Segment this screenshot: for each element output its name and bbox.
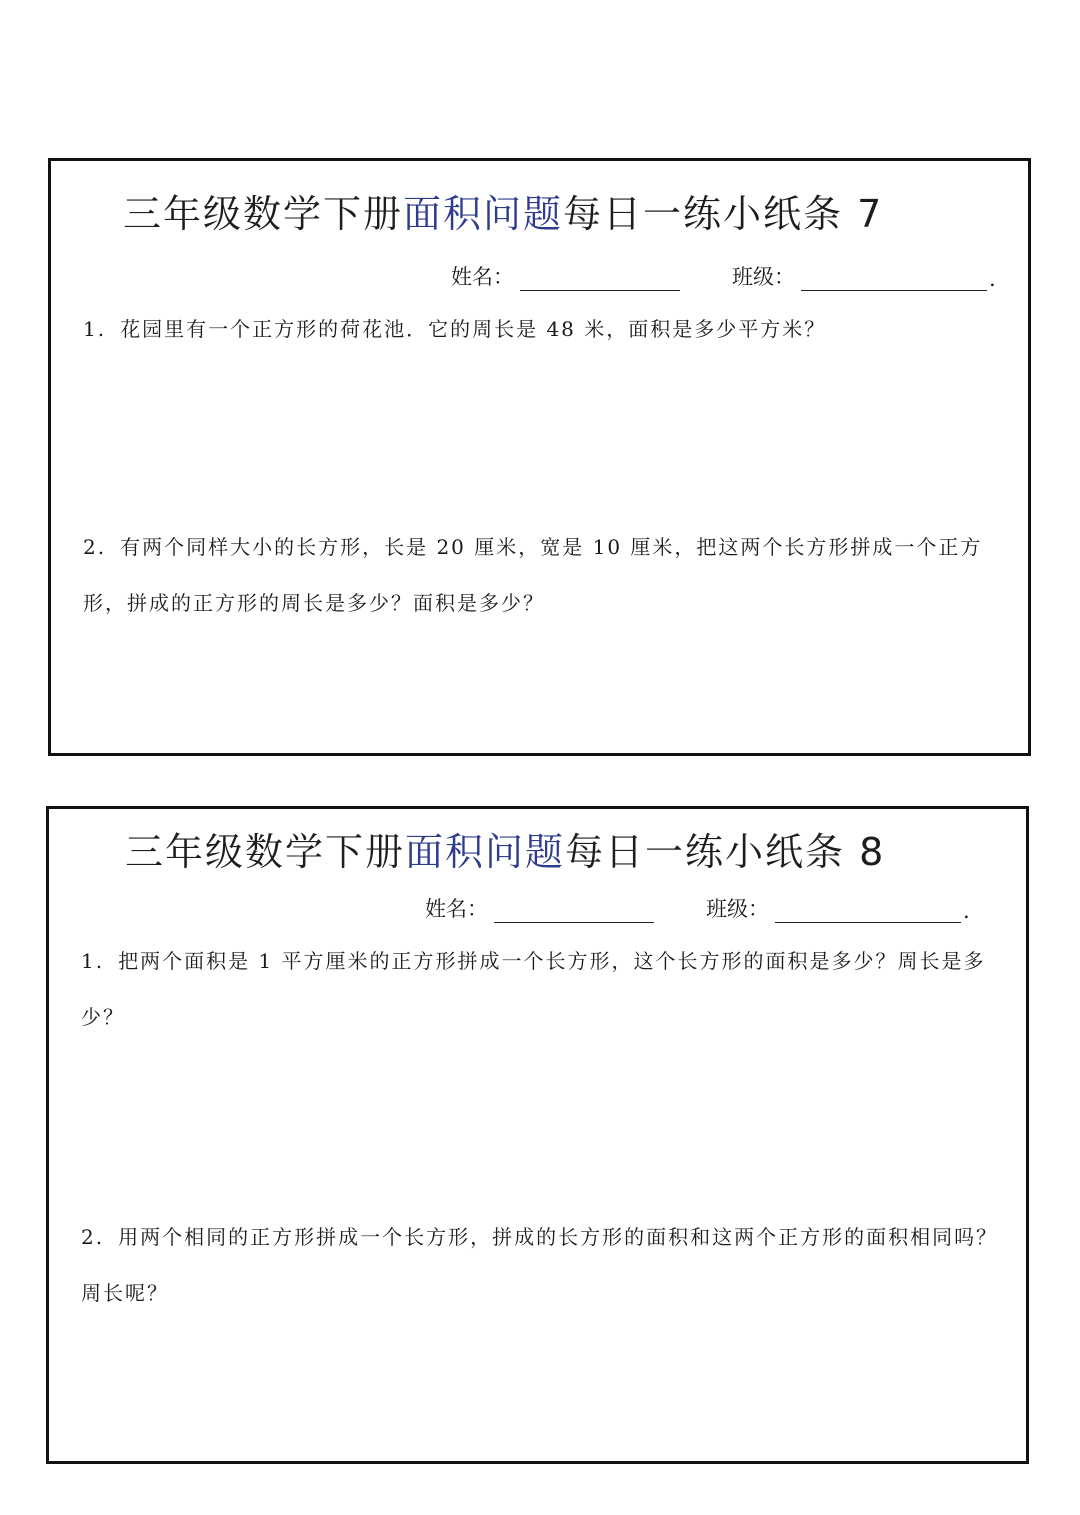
worksheet-card-7	[48, 158, 1031, 756]
question-number: 2.	[81, 1225, 105, 1249]
title-suffix: 每日一练小纸条 8	[565, 830, 886, 874]
class-label: 班级：	[732, 265, 795, 289]
title-suffix: 每日一练小纸条 7	[563, 192, 884, 236]
class-blank[interactable]	[775, 898, 961, 923]
class-label: 班级：	[706, 897, 769, 921]
class-blank[interactable]	[801, 266, 987, 291]
question-1	[83, 301, 1004, 357]
name-label: 姓名：	[451, 265, 514, 289]
title-prefix: 三年级数学下册	[125, 830, 406, 874]
question-number: 1.	[81, 949, 105, 973]
title-topic: 面积问题	[405, 830, 566, 874]
student-info	[425, 893, 970, 923]
question-number: 1.	[83, 317, 107, 341]
question-number: 2.	[83, 535, 107, 559]
question-text: 有两个同样大小的长方形，长是 20 厘米，宽是 10 厘米，把这两个长方形拼成一个正方形，拼成的正方形的周长是多少？面积是多少？	[83, 535, 983, 615]
question-text: 把两个面积是 1 平方厘米的正方形拼成一个长方形，这个长方形的面积是多少？周长是多少？	[81, 949, 986, 1029]
worksheet-title	[123, 183, 883, 238]
end-mark: .	[989, 267, 996, 291]
end-mark: .	[963, 899, 970, 923]
title-topic: 面积问题	[403, 192, 564, 236]
question-2	[81, 1209, 1002, 1321]
student-info	[451, 261, 996, 291]
question-1	[81, 933, 1002, 1045]
question-text: 用两个相同的正方形拼成一个长方形，拼成的长方形的面积和这两个正方形的面积相同吗？周长呢？	[81, 1225, 999, 1305]
name-blank[interactable]	[494, 898, 654, 923]
name-label: 姓名：	[425, 897, 488, 921]
worksheet-card-8	[46, 806, 1029, 1464]
question-text: 花园里有一个正方形的荷花池．它的周长是 48 米，面积是多少平方米？	[120, 317, 827, 341]
name-blank[interactable]	[520, 266, 680, 291]
worksheet-title	[125, 821, 885, 876]
title-prefix: 三年级数学下册	[123, 192, 404, 236]
question-2	[83, 519, 1004, 631]
